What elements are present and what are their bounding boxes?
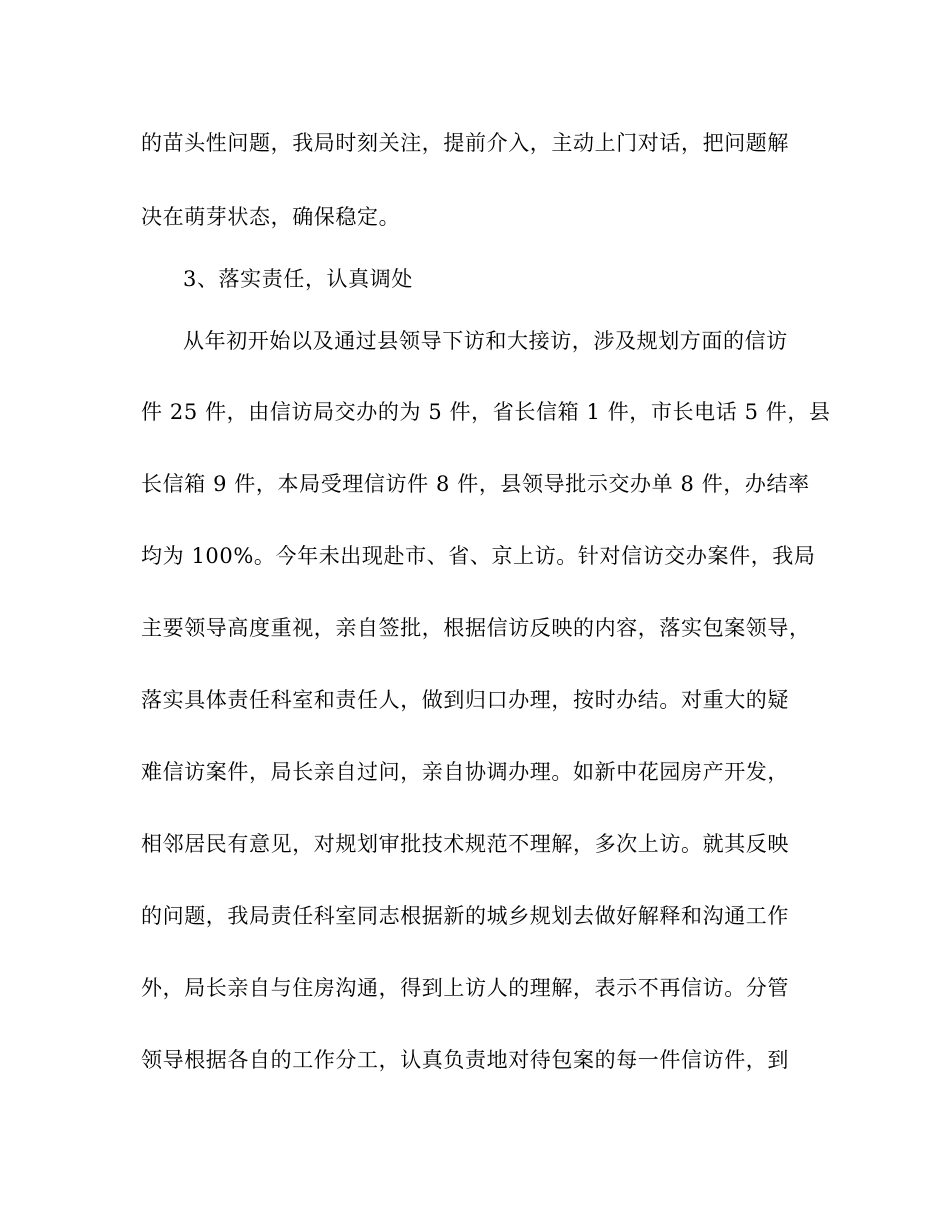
- text-line: 主要领导高度重视，亲自签批，根据信访反映的内容，落实包案领导，: [141, 616, 811, 640]
- text-line: 的问题，我局责任科室同志根据新的城乡规划去做好解释和沟通工作: [141, 904, 789, 928]
- text-line: 落实具体责任科室和责任人，做到归口办理，按时办结。对重大的疑: [141, 688, 789, 712]
- text-line: 长信箱 9 件，本局受理信访件 8 件，县领导批示交办单 8 件，办结率: [141, 472, 810, 496]
- text-line: 的苗头性问题，我局时刻关注，提前介入，主动上门对话，把问题解: [141, 131, 789, 155]
- text-line: 领导根据各自的工作分工，认真负责地对待包案的每一件信访件，到: [141, 1048, 789, 1072]
- section-heading: 3、落实责任，认真调处: [183, 267, 413, 291]
- text-line: 外，局长亲自与住房沟通，得到上访人的理解，表示不再信访。分管: [141, 976, 789, 1000]
- paragraph-first-line: 从年初开始以及通过县领导下访和大接访，涉及规划方面的信访: [183, 329, 788, 353]
- text-line: 件 25 件，由信访局交办的为 5 件，省长信箱 1 件，市长电话 5 件，县: [141, 400, 831, 424]
- text-line: 难信访案件，局长亲自过问，亲自协调办理。如新中花园房产开发，: [141, 760, 789, 784]
- text-line: 均为 100%。今年未出现赴市、省、京上访。针对信访交办案件，我局: [141, 544, 816, 568]
- text-line: 决在萌芽状态，确保稳定。: [141, 205, 401, 229]
- text-line: 相邻居民有意见，对规划审批技术规范不理解，多次上访。就其反映: [141, 832, 789, 856]
